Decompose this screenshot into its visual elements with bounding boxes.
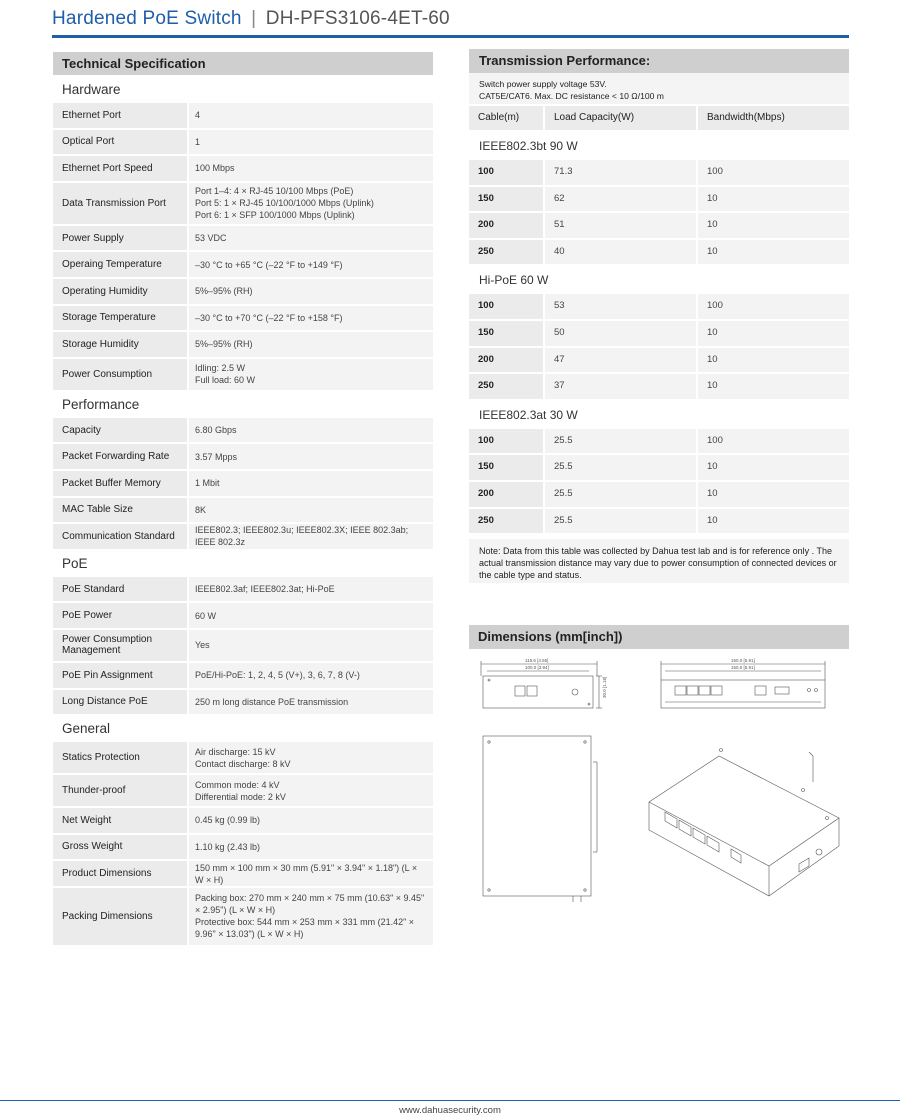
spec-label: Gross Weight (53, 835, 187, 860)
spec-row-power-consumption (53, 359, 433, 390)
spec-label: Storage Temperature (53, 306, 187, 331)
spec-row-packing-dimensions (53, 888, 433, 945)
spec-label: Optical Port (53, 130, 187, 155)
spec-row-power-supply (53, 226, 433, 251)
spec-label: Data Transmission Port (53, 183, 187, 224)
load-capacity-cell: 47 (545, 348, 696, 373)
load-capacity-cell: 50 (545, 321, 696, 346)
spec-value: Air discharge: 15 kV Contact discharge: 8 kV (189, 742, 433, 773)
transmission-footnote: Note: Data from this table was collected by Dahua test lab and is for reference only . The actual transmission distance may vary due to power consumption of connected devices or the cable type and status. (469, 539, 849, 583)
spec-label: PoE Standard (53, 577, 187, 602)
spec-value: Common mode: 4 kV Differential mode: 2 kV (189, 775, 433, 806)
product-name: Hardened PoE Switch (52, 8, 242, 29)
dimension-drawings-svg (469, 652, 849, 910)
bandwidth-cell: 10 (698, 455, 849, 480)
spec-value: 6.80 Gbps (189, 418, 433, 443)
load-capacity-cell: 25.5 (545, 455, 696, 480)
dimensions-section-title: Dimensions (mm[inch]) (469, 625, 849, 649)
spec-label: MAC Table Size (53, 498, 187, 523)
cable-length-cell: 100 (469, 429, 543, 454)
spec-value: –30 °C to +70 °C (–22 °F to +158 °F) (189, 306, 433, 331)
cable-length-cell: 250 (469, 240, 543, 265)
transmission-row (469, 482, 849, 507)
load-capacity-cell: 25.5 (545, 429, 696, 454)
col-load-capacity: Load Capacity(W) (545, 106, 696, 130)
bandwidth-cell: 10 (698, 240, 849, 265)
spec-row-mac-table-size (53, 498, 433, 523)
transmission-group-ieee802-3at-30-w: IEEE802.3at 30 W (479, 407, 578, 422)
spec-label: Thunder-proof (53, 775, 187, 806)
cable-length-cell: 200 (469, 348, 543, 373)
transmission-group-ieee802-3bt-90-w: IEEE802.3bt 90 W (479, 139, 578, 153)
spec-value: IEEE802.3af; IEEE802.3at; Hi-PoE (189, 577, 433, 602)
spec-value: 1 (189, 130, 433, 155)
spec-label: Communication Standard (53, 524, 187, 549)
cable-note: CAT5E/CAT6. Max. DC resistance < 10 Ω/100 m (479, 91, 664, 101)
spec-label: Storage Humidity (53, 332, 187, 357)
spec-label: Power Supply (53, 226, 187, 251)
transmission-row (469, 509, 849, 534)
spec-section-title: Technical Specification (53, 52, 433, 75)
bandwidth-cell: 10 (698, 482, 849, 507)
spec-label: Power Consumption (53, 359, 187, 390)
spec-row-packet-buffer-memory (53, 471, 433, 496)
spec-value: IEEE802.3; IEEE802.3u; IEEE802.3X; IEEE 802.3ab; IEEE 802.3z (189, 524, 433, 549)
spec-value: PoE/Hi-PoE: 1, 2, 4, 5 (V+), 3, 6, 7, 8 (V-) (189, 663, 433, 688)
load-capacity-cell: 37 (545, 374, 696, 399)
transmission-row (469, 187, 849, 212)
transmission-row (469, 348, 849, 373)
spec-label: Packet Buffer Memory (53, 471, 187, 496)
cable-length-cell: 200 (469, 482, 543, 507)
spec-row-poe-standard (53, 577, 433, 602)
spec-value: Port 1–4: 4 × RJ-45 10/100 Mbps (PoE) Port 5: 1 × RJ-45 10/100/1000 Mbps (Uplink) Port 6: 1 × SFP 100/1000 Mbps (Uplink) (189, 183, 433, 224)
bandwidth-cell: 10 (698, 321, 849, 346)
spec-row-thunder-proof (53, 775, 433, 806)
spec-row-storage-humidity (53, 332, 433, 357)
transmission-conditions (469, 73, 849, 104)
spec-row-optical-port (53, 130, 433, 155)
spec-label: PoE Power (53, 603, 187, 628)
dimension-drawings (469, 652, 849, 910)
spec-value: 150 mm × 100 mm × 30 mm (5.91" × 3.94" × 1.18") (L × W × H) (189, 861, 433, 886)
spec-label: Statics Protection (53, 742, 187, 773)
transmission-section-title: Transmission Performance: (469, 49, 849, 73)
spec-label: Packing Dimensions (53, 888, 187, 945)
spec-row-long-distance-poe (53, 690, 433, 715)
col-bandwidth: Bandwidth(Mbps) (698, 106, 849, 130)
isometric-view-drawing (649, 749, 839, 911)
transmission-row (469, 429, 849, 454)
load-capacity-cell: 53 (545, 294, 696, 319)
spec-label: Packet Forwarding Rate (53, 444, 187, 469)
transmission-groups (469, 132, 849, 533)
load-capacity-cell: 25.5 (545, 482, 696, 507)
spec-row-poe-power (53, 603, 433, 628)
spec-value: 60 W (189, 603, 433, 628)
spec-row-statics-protection (53, 742, 433, 773)
spec-value: 1 Mbit (189, 471, 433, 496)
spec-row-gross-weight (53, 835, 433, 860)
cable-length-cell: 250 (469, 509, 543, 534)
spec-group-general: General (62, 721, 111, 737)
spec-row-storage-temperature (53, 306, 433, 331)
spec-row-product-dimensions (53, 861, 433, 886)
load-capacity-cell: 71.3 (545, 160, 696, 185)
spec-value: 4 (189, 103, 433, 128)
spec-label: PoE Pin Assignment (53, 663, 187, 688)
spec-row-communication-standard (53, 524, 433, 549)
spec-row-power-consumption-management (53, 630, 433, 661)
supply-voltage-note: Switch power supply voltage 53V. (479, 79, 607, 89)
spec-value: 53 VDC (189, 226, 433, 251)
title-rule (52, 35, 849, 38)
side-sub-dimension: 100.0 [3.94] (525, 665, 549, 670)
side-top-dimension: 115.6 [4.55] (525, 658, 549, 663)
spec-row-data-transmission-port (53, 183, 433, 224)
transmission-row (469, 374, 849, 399)
spec-row-net-weight (53, 808, 433, 833)
spec-value: 8K (189, 498, 433, 523)
spec-value: 3.57 Mpps (189, 444, 433, 469)
transmission-row (469, 240, 849, 265)
transmission-performance (469, 49, 849, 583)
spec-label: Operaing Temperature (53, 252, 187, 277)
transmission-row (469, 321, 849, 346)
spec-value: Packing box: 270 mm × 240 mm × 75 mm (10.63" × 9.45" × 2.95") (L × W × H) Protective box: 544 mm × 253 mm × 331 mm (21.42" × 9.96" × 13.03") (L × W × H) (189, 888, 433, 945)
spec-label: Ethernet Port (53, 103, 187, 128)
spec-label: Operating Humidity (53, 279, 187, 304)
load-capacity-cell: 25.5 (545, 509, 696, 534)
cable-length-cell: 200 (469, 213, 543, 238)
cable-length-cell: 250 (469, 374, 543, 399)
spec-row-operaing-temperature (53, 252, 433, 277)
spec-value: 100 Mbps (189, 156, 433, 181)
transmission-row (469, 213, 849, 238)
front-sub-dimension: 150.0 [5.91] (731, 665, 755, 670)
spec-row-packet-forwarding-rate (53, 444, 433, 469)
spec-group-performance: Performance (62, 396, 140, 412)
load-capacity-cell: 40 (545, 240, 696, 265)
spec-value: Yes (189, 630, 433, 661)
spec-group-hardware: Hardware (62, 82, 121, 97)
cable-length-cell: 100 (469, 160, 543, 185)
transmission-row (469, 294, 849, 319)
footer-rule (0, 1100, 900, 1101)
title-separator: | (251, 8, 257, 29)
spec-value: 5%–95% (RH) (189, 279, 433, 304)
bandwidth-cell: 10 (698, 187, 849, 212)
bandwidth-cell: 100 (698, 160, 849, 185)
spec-value: 1.10 kg (2.43 lb) (189, 835, 433, 860)
bandwidth-cell: 10 (698, 348, 849, 373)
col-cable: Cable(m) (469, 106, 543, 130)
top-view-drawing (483, 736, 597, 902)
transmission-row (469, 160, 849, 185)
spec-label: Power Consumption Management (53, 630, 187, 661)
spec-label: Ethernet Port Speed (53, 156, 187, 181)
footer-website: www.dahuasecurity.com (399, 1105, 501, 1116)
spec-label: Capacity (53, 418, 187, 443)
load-capacity-cell: 51 (545, 213, 696, 238)
model-number: DH-PFS3106-4ET-60 (265, 8, 450, 29)
transmission-row (469, 455, 849, 480)
spec-label: Net Weight (53, 808, 187, 833)
technical-specification (53, 52, 433, 947)
spec-value: 250 m long distance PoE transmission (189, 690, 433, 715)
transmission-group-hi-poe-60-w: Hi-PoE 60 W (479, 273, 549, 288)
spec-value: –30 °C to +65 °C (–22 °F to +149 °F) (189, 252, 433, 277)
spec-label: Long Distance PoE (53, 690, 187, 715)
cable-length-cell: 150 (469, 187, 543, 212)
spec-value: Idling: 2.5 W Full load: 60 W (189, 359, 433, 390)
side-height-dimension: 30.0 [1.18] (602, 676, 607, 698)
document-title (52, 8, 450, 30)
load-capacity-cell: 62 (545, 187, 696, 212)
cable-length-cell: 150 (469, 455, 543, 480)
bandwidth-cell: 10 (698, 509, 849, 534)
front-top-dimension: 150.0 [5.91] (731, 658, 755, 663)
spec-value: 5%–95% (RH) (189, 332, 433, 357)
spec-group-poe: PoE (62, 555, 88, 571)
spec-value: 0.45 kg (0.99 lb) (189, 808, 433, 833)
spec-row-capacity (53, 418, 433, 443)
spec-label: Product Dimensions (53, 861, 187, 886)
bandwidth-cell: 100 (698, 294, 849, 319)
spec-row-poe-pin-assignment (53, 663, 433, 688)
transmission-column-headers (469, 106, 849, 130)
cable-length-cell: 100 (469, 294, 543, 319)
bandwidth-cell: 10 (698, 213, 849, 238)
spec-row-operating-humidity (53, 279, 433, 304)
cable-length-cell: 150 (469, 321, 543, 346)
bandwidth-cell: 100 (698, 429, 849, 454)
spec-row-ethernet-port (53, 103, 433, 128)
spec-row-ethernet-port-speed (53, 156, 433, 181)
bandwidth-cell: 10 (698, 374, 849, 399)
